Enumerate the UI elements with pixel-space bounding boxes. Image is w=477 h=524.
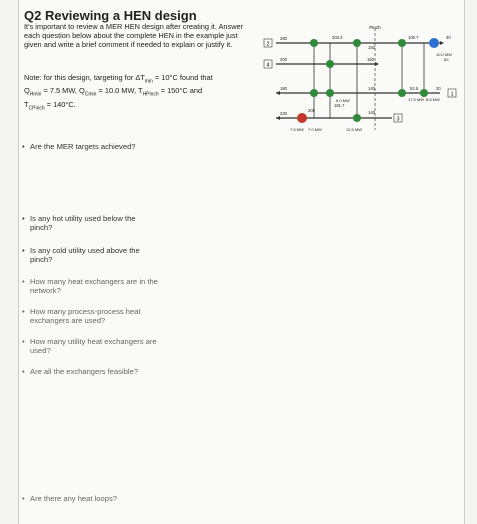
duty-label: 12.5 MW — [346, 127, 363, 132]
intro-text: It's important to review a MER HEN design after creating it. Answer each question below about the complete HEN in the example just given and write a brief comment if needed to explain or justify it. — [24, 22, 244, 49]
exchanger-icon — [310, 39, 318, 47]
exchanger-icon — [353, 39, 361, 47]
temp-s2-mid: 203.3 — [332, 35, 343, 40]
exchanger-icon — [398, 89, 406, 97]
stream-4-number: 4 — [266, 62, 270, 69]
stream-lines — [276, 43, 440, 118]
duty-label: 8.0 MW — [336, 98, 350, 103]
note-dtmin-sub: min — [144, 78, 153, 85]
duty-label: 7.5 MW — [290, 127, 304, 132]
note-prefix: Note: for this design, targeting for ΔT — [24, 73, 145, 82]
stream-2-arrow — [440, 41, 444, 45]
temp-s3-pinch: 140 — [368, 110, 375, 115]
exchanger-icon — [420, 89, 428, 97]
exchanger-icon — [310, 89, 318, 97]
page-title: Q2 Reviewing a HEN design — [24, 8, 197, 23]
temp-s3-mid: 205 — [308, 108, 315, 113]
question-feasible: • Are all the exchangers feasible? — [30, 367, 160, 376]
note-th-value: = 150°C and — [158, 86, 203, 96]
temp-s3-val: 181.7 — [334, 103, 345, 108]
question-heat-loops: • Are there any heat loops? — [30, 494, 190, 503]
heater-icon — [297, 113, 307, 123]
temp-s1-mid: 140 — [368, 86, 375, 91]
duty-label: 17.5 MW — [408, 97, 425, 102]
question-process-exchangers: • How many process-process heat exchangers are used? — [30, 307, 160, 325]
temp-s2-pinch: 150 — [368, 45, 375, 50]
question-utility-exchangers: • How many utility heat exchangers are used? — [30, 337, 160, 355]
duty-label: 7.0 MW — [308, 127, 322, 132]
note-qh-sub: Hmin — [29, 91, 42, 98]
duty-label: 80 — [444, 57, 449, 62]
note-dtmin-value: = 10°C found that — [152, 73, 213, 82]
temp-s1-r: 52.5 — [410, 86, 419, 91]
match-lines — [314, 43, 424, 118]
question-mer-targets: • Are the MER targets achieved? — [30, 142, 160, 151]
stream-4-arrow — [375, 62, 379, 66]
exchanger-icon — [398, 39, 406, 47]
temp-s1-in: 180 — [280, 86, 287, 91]
note-tc-label: T — [24, 99, 29, 109]
temp-s4-pinch: 150 — [367, 57, 374, 62]
duty-label: 8.8 MW — [426, 97, 440, 102]
temp-s3-in: 230 — [280, 111, 287, 116]
pinch-label: Pinch — [369, 25, 381, 30]
temp-s2-in: 280 — [280, 36, 287, 41]
design-note — [24, 73, 254, 113]
temp-s2-out: 40 — [446, 35, 451, 40]
note-qh-value: = 7.5 MW, Q — [41, 86, 85, 96]
exchanger-icon — [326, 60, 334, 68]
temperature-labels — [280, 35, 454, 116]
note-th-sub: HPinch — [142, 91, 159, 98]
question-exchanger-count: • How many heat exchangers are in the network? — [30, 277, 160, 295]
temp-s4-in: 200 — [280, 57, 287, 62]
cooler-icon — [429, 38, 439, 48]
stream-3-number: 3 — [396, 116, 400, 123]
note-qc-value: = 10.0 MW, T — [96, 86, 143, 96]
note-qh-label: Q — [24, 86, 30, 96]
exchanger-icon — [353, 114, 361, 122]
temp-s2-right: 100.7 — [408, 35, 419, 40]
duty-label: 10.0 MW — [436, 52, 453, 57]
question-cold-utility-above: • Is any cold utility used above the pinch? — [30, 246, 160, 264]
hen-diagram — [262, 22, 462, 142]
stream-3-arrow — [276, 116, 280, 120]
stream-1-number: 1 — [450, 91, 454, 98]
temp-s1-out: 20 — [436, 86, 441, 91]
stream-2-number: 2 — [266, 41, 270, 48]
note-qc-sub: Cmin — [84, 91, 97, 98]
note-tc-sub: CPinch — [28, 105, 45, 112]
stream-1-arrow — [276, 91, 280, 95]
note-tc-value: = 140°C. — [44, 99, 76, 109]
question-hot-utility-below: • Is any hot utility used below the pinch? — [30, 214, 160, 232]
exchanger-icon — [326, 89, 334, 97]
